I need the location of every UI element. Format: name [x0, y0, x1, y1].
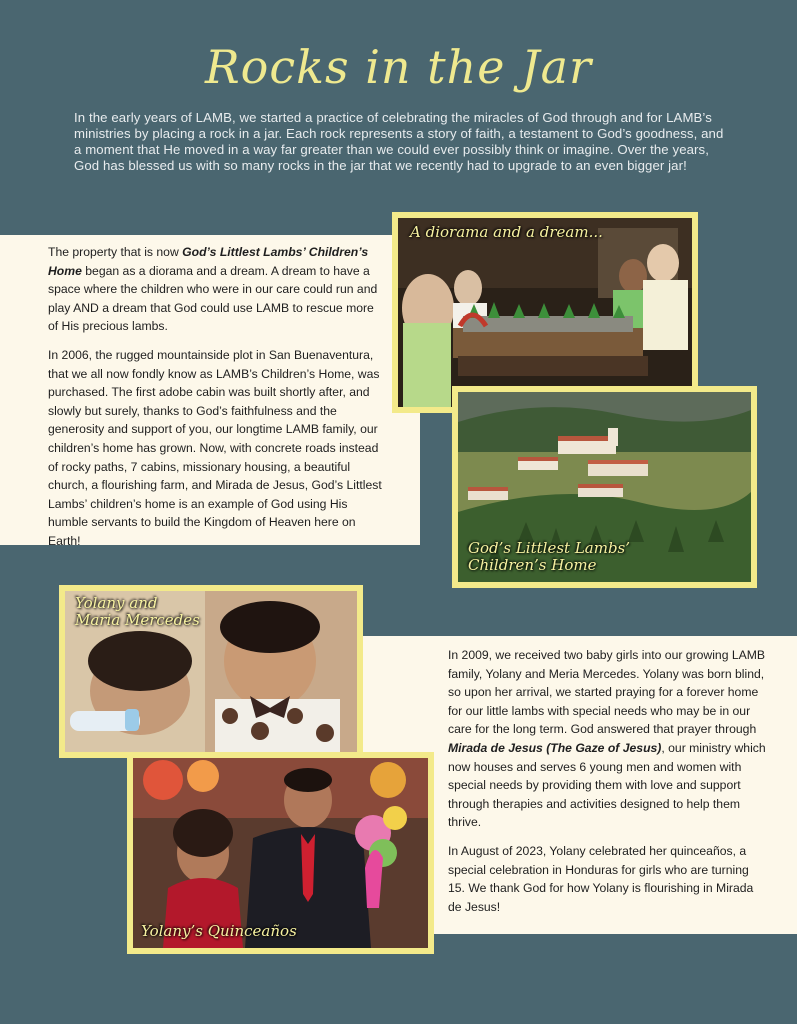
quinceanera-image	[133, 758, 428, 948]
story-paragraph: In 2006, the rugged mountainside plot in San Buenaventura, that we all now fondly know as LAMB’s Children’s Home, was purchased. The first adobe cabin was built shortly after, and slowly but surely, thanks to God’s faithfulness and the generosity and support of you, our longtime LAMB family, our children’s home has grown. Now, with concrete roads instead of rocky paths, 7 cabins, missionary housing, a beautiful church, a flourishing farm, and Mirada de Jesus, God’s Littlest Lambs’ children’s home is an example of God using His humble servants to build the Kingdom of Heaven here on Earth!	[48, 347, 382, 548]
children-home-story	[48, 243, 383, 561]
emphasis-mirada: Mirada de Jesus (The Gaze of Jesus)	[448, 740, 662, 755]
quinceanera-caption: Yolany’s Quinceaños	[141, 922, 297, 940]
story-paragraph: In August of 2023, Yolany celebrated her quinceaños, a special celebration in Honduras for girls who are turning 15. We thank God for how Yolany is flourishing in Mirada de Jesus!	[448, 843, 754, 914]
diorama-image	[398, 218, 692, 407]
childrens-home-photo	[452, 386, 757, 588]
quinceanera-photo	[127, 752, 434, 954]
intro-paragraph: In the early years of LAMB, we started a practice of celebrating the miracles of God through and for LAMB’s ministries by placing a rock in a jar. Each rock represents a story of faith, a testament to God’s goodness, and a moment that He moved in a way far greater than we could ever possibly think or imagine. Over the years, God has blessed us with so many rocks in the jar that we recently had to upgrade to an even bigger jar!	[74, 110, 724, 173]
childrens-home-caption: God’s Littlest Lambs’ Children’s Home	[468, 539, 631, 574]
page-title: Rocks in the Jar	[205, 40, 592, 94]
story-paragraph: The property that is now God’s Littlest Lambs’ Children’s Home began as a diorama and a dream. A dream to have a space where the children who were in our care could run and play AND a dream that God could use LAMB to rescue more of His precious lambs.	[48, 245, 378, 334]
diorama-photo	[392, 212, 698, 413]
mirada-story	[448, 646, 766, 926]
diorama-caption: A diorama and a dream...	[410, 223, 603, 241]
story-paragraph: In 2009, we received two baby girls into our growing LAMB family, Yolany and Meria Mercedes. Yolany was born blind, so upon her arrival, we started praying for a forever home for our little lambs with special needs who may be in our care for the long term. God answered that prayer through Mirada de Jesus (The Gaze of Jesus), our ministry which now houses and serves 6 young men and women with special needs by providing them with love and support through therapies and activities designed to help them thrive.	[448, 648, 766, 830]
babies-photo	[59, 585, 363, 758]
babies-caption: Yolany and Maria Mercedes	[75, 594, 200, 629]
emphasis-home-name: God’s Littlest Lambs’ Children’s Home	[48, 245, 369, 278]
